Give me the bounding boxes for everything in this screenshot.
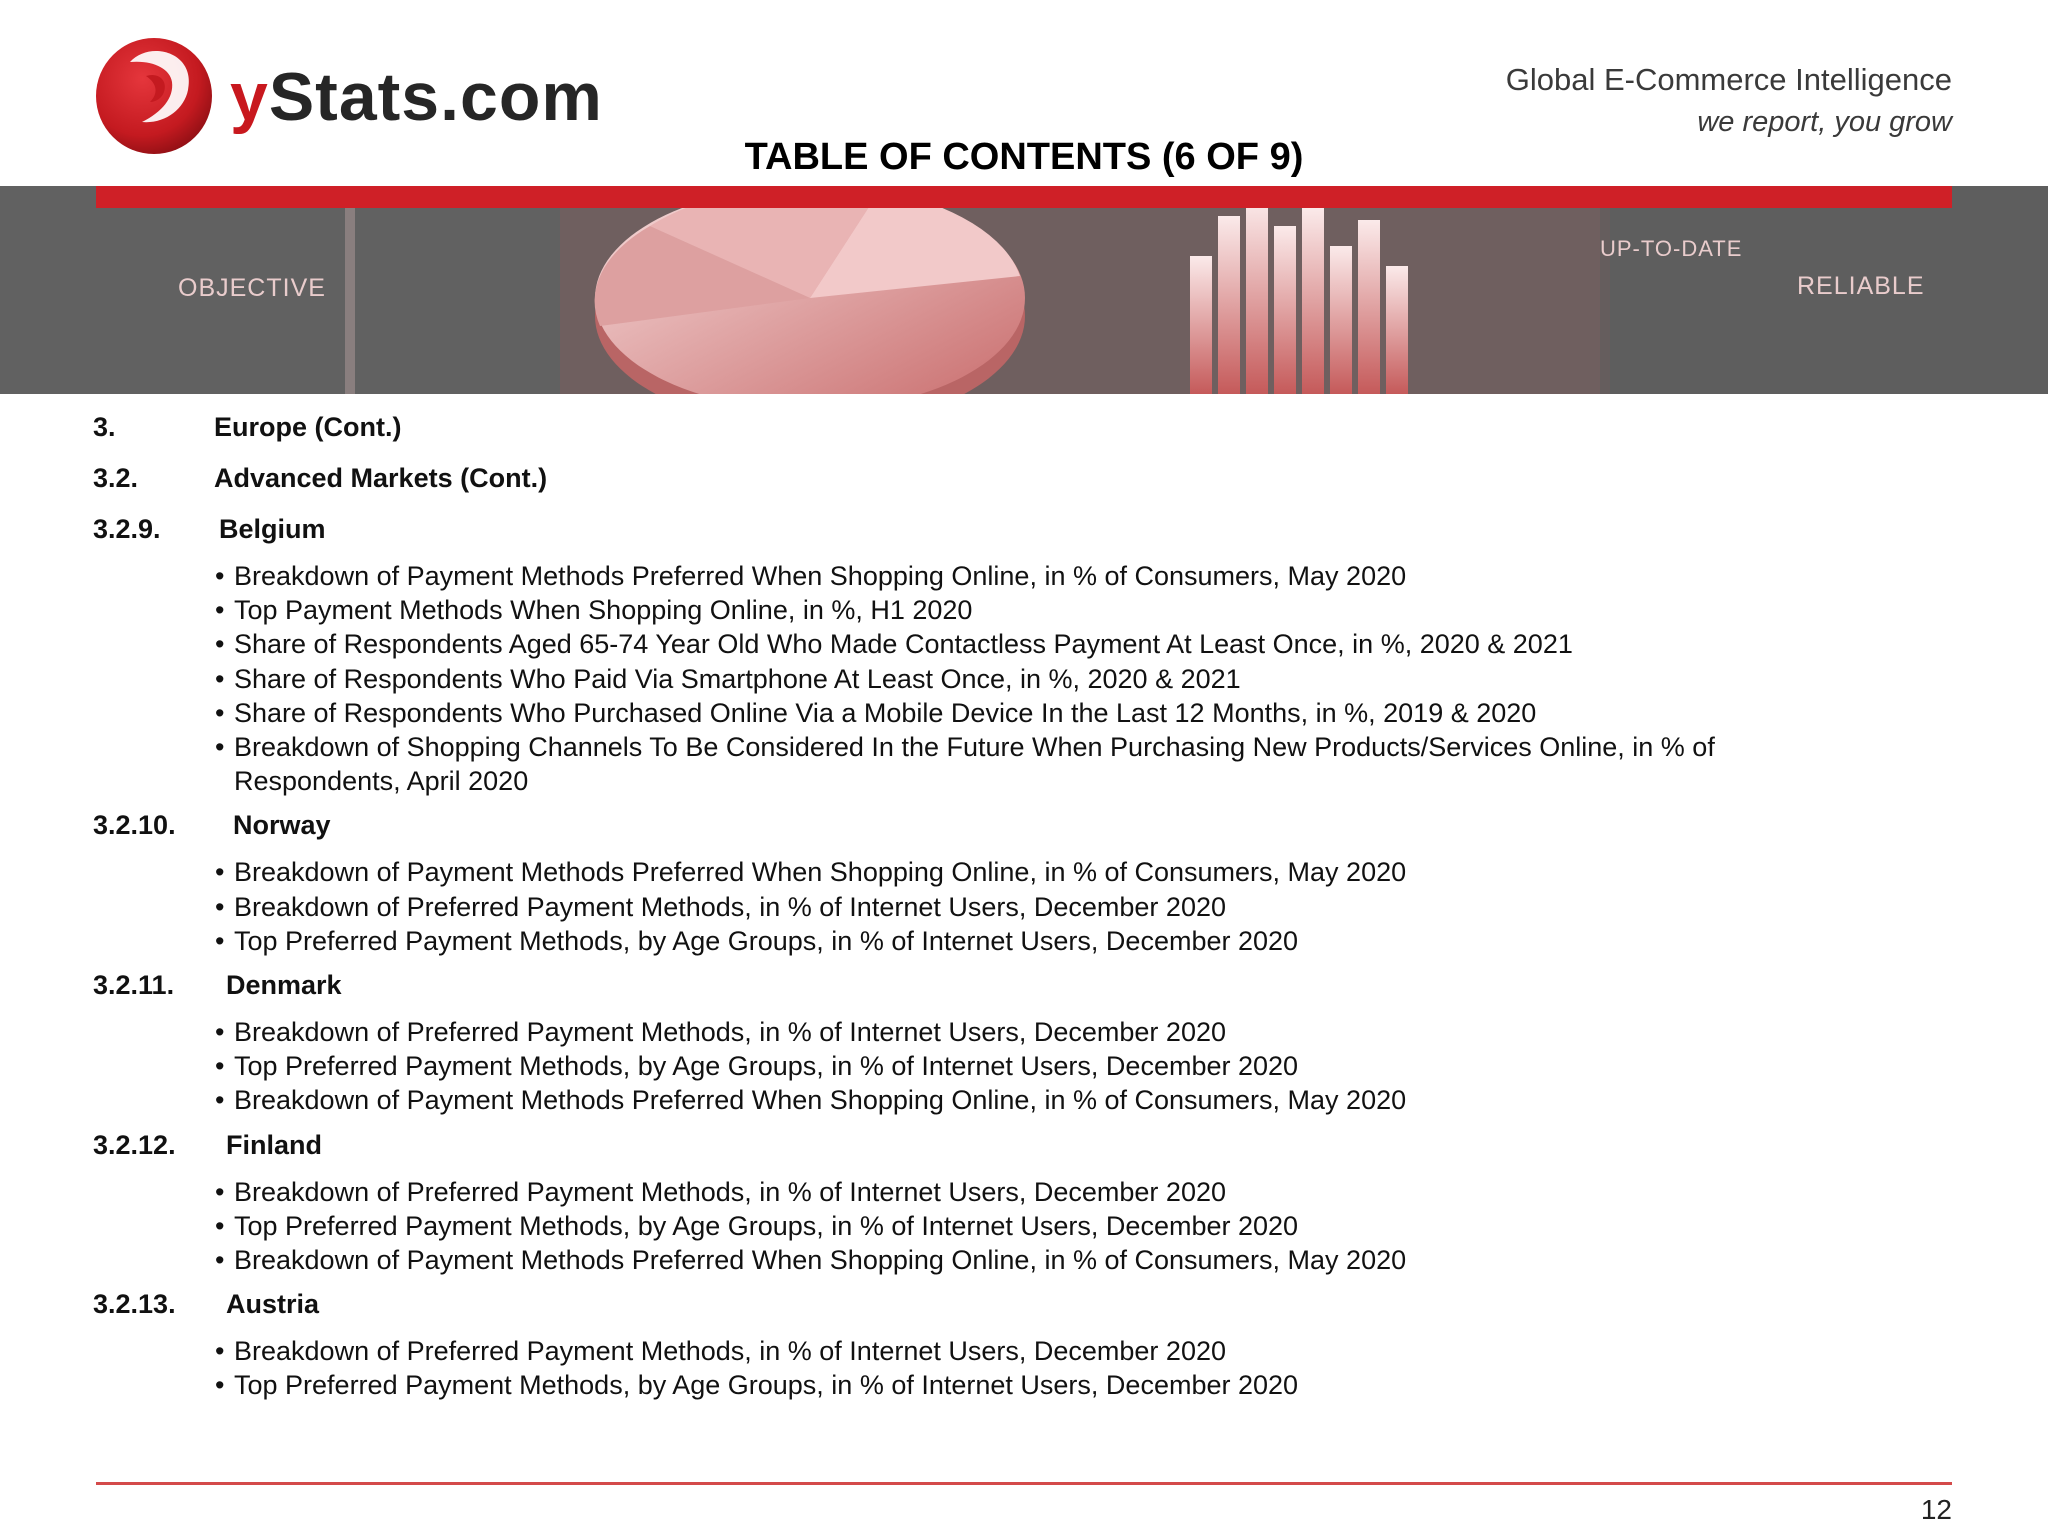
toc-item: • Breakdown of Preferred Payment Methods, in % of Internet Users, December 2020 [215, 1175, 1953, 1209]
toc-heading-number: 3.2.11. [93, 970, 175, 1001]
toc-item: • Breakdown of Payment Methods Preferred When Shopping Online, in % of Consumers, May 2020 [215, 559, 1953, 593]
toc-heading-finland [93, 1122, 1953, 1173]
toc-item: • Top Preferred Payment Methods, by Age Groups, in % of Internet Users, December 2020 [215, 1209, 1953, 1243]
toc-list-belgium [93, 559, 1953, 798]
toc-item: • Breakdown of Preferred Payment Methods, in % of Internet Users, December 2020 [215, 1015, 1953, 1049]
toc-list-norway [93, 855, 1953, 958]
banner-red-stripe [96, 186, 1952, 208]
toc-heading-number: 3.2. [93, 463, 139, 493]
banner-word-reliable: RELIABLE [1797, 272, 1925, 300]
tagline-line1: Global E-Commerce Intelligence [1505, 62, 1952, 97]
toc-item: • Top Payment Methods When Shopping Online, in %, H1 2020 [215, 593, 1953, 627]
toc-list-denmark [93, 1015, 1953, 1118]
toc-heading-belgium [93, 506, 1953, 557]
toc-item: • Breakdown of Payment Methods Preferred When Shopping Online, in % of Consumers, May 2020 [215, 1243, 1953, 1277]
header-banner [0, 186, 2048, 394]
toc-list-finland [93, 1175, 1953, 1278]
toc-heading-norway [93, 802, 1953, 853]
toc-list-austria [93, 1334, 1953, 1402]
toc-heading-austria [93, 1281, 1953, 1332]
toc-item: • Top Preferred Payment Methods, by Age Groups, in % of Internet Users, December 2020 [215, 1049, 1953, 1083]
toc-item: • Breakdown of Shopping Channels To Be Considered In the Future When Purchasing New Products/Services Online, in % of Respondents, April 2020 [215, 730, 1953, 798]
toc-item: • Share of Respondents Who Paid Via Smartphone At Least Once, in %, 2020 & 2021 [215, 662, 1953, 696]
toc-item: • Top Preferred Payment Methods, by Age Groups, in % of Internet Users, December 2020 [215, 1368, 1953, 1402]
toc-item: • Breakdown of Payment Methods Preferred When Shopping Online, in % of Consumers, May 2020 [215, 1083, 1953, 1117]
toc-heading-title: Europe (Cont.) [214, 412, 402, 442]
toc-item: • Breakdown of Preferred Payment Methods, in % of Internet Users, December 2020 [215, 1334, 1953, 1368]
toc-heading-title: Belgium [219, 514, 326, 544]
toc-heading-title: Norway [233, 810, 331, 841]
ystats-wordmark: yStats.com [230, 59, 603, 135]
tagline [1506, 62, 1952, 139]
toc-heading-number: 3. [93, 412, 116, 442]
toc-content [93, 404, 1953, 1407]
toc-item: • Share of Respondents Aged 65-74 Year Old Who Made Contactless Payment At Least Once, in %, 2020 & 2021 [215, 627, 1953, 661]
toc-heading-denmark [93, 962, 1953, 1013]
toc-heading-number: 3.2.13. [93, 1289, 176, 1320]
toc-item: • Breakdown of Preferred Payment Methods, in % of Internet Users, December 2020 [215, 890, 1953, 924]
footer-divider [96, 1482, 1952, 1485]
toc-heading-number: 3.2.12. [93, 1129, 176, 1160]
banner-word-up-to-date: UP-TO-DATE [1600, 236, 1743, 261]
toc-heading-number: 3.2.10. [93, 810, 176, 841]
toc-heading-title: Austria [226, 1289, 320, 1320]
toc-item: • Share of Respondents Who Purchased Online Via a Mobile Device In the Last 12 Months, in %, 2019 & 2020 [215, 696, 1953, 730]
toc-heading-title: Finland [226, 1129, 322, 1160]
toc-item: • Breakdown of Payment Methods Preferred When Shopping Online, in % of Consumers, May 2020 [215, 855, 1953, 889]
tagline-line2: we report, you grow [1697, 106, 1952, 138]
toc-heading-title: Advanced Markets (Cont.) [214, 463, 548, 493]
toc-heading-number: 3.2.9. [93, 514, 161, 544]
toc-item: • Top Preferred Payment Methods, by Age Groups, in % of Internet Users, December 2020 [215, 924, 1953, 958]
toc-heading-3 [93, 404, 1953, 455]
page-number: 12 [1920, 1494, 1952, 1525]
toc-heading-title: Denmark [226, 970, 342, 1001]
banner-word-objective: OBJECTIVE [178, 274, 326, 302]
page-title: TABLE OF CONTENTS (6 OF 9) [744, 136, 1304, 178]
toc-heading-3-2 [93, 455, 1953, 506]
